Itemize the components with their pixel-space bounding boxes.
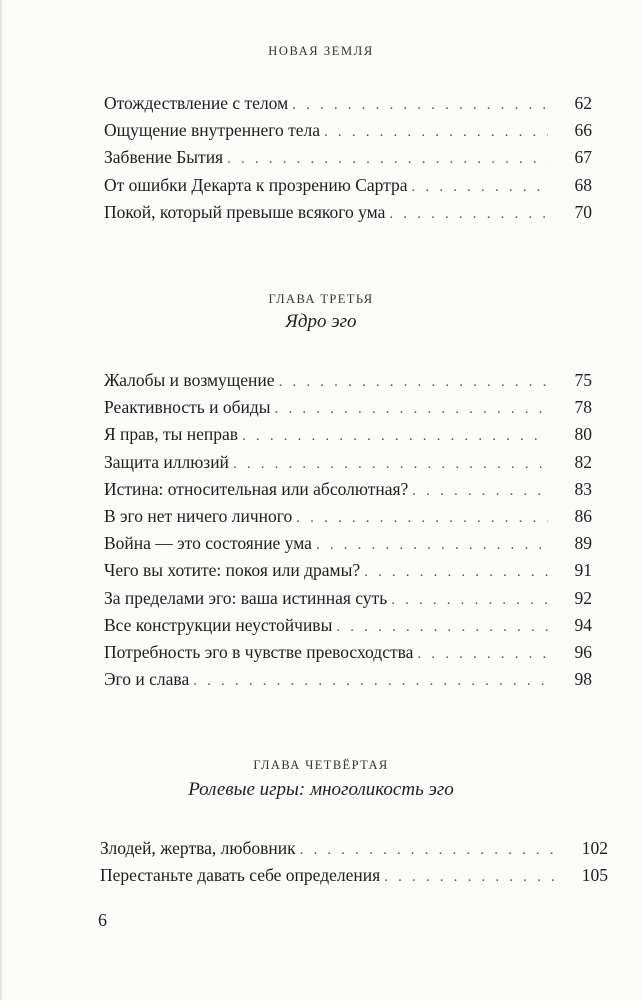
toc-entry[interactable] — [104, 503, 592, 530]
dot-leader — [300, 837, 564, 864]
toc-entry[interactable] — [104, 394, 592, 421]
page-edge-shadow — [0, 0, 3, 1000]
toc-entry-page: 102 — [581, 838, 608, 858]
toc-entry-page: 82 — [574, 451, 592, 472]
dot-leader — [233, 451, 548, 478]
toc-entry-page: 92 — [574, 587, 592, 608]
dot-leader — [275, 396, 548, 423]
dot-leader — [296, 505, 548, 532]
chapter-title: Ролевые игры: многоликость эго — [188, 779, 454, 800]
toc-entry-page: 94 — [574, 614, 592, 635]
toc-entry[interactable] — [104, 585, 592, 612]
dot-leader — [193, 668, 548, 695]
toc-entry-title: Эго и слава — [104, 669, 190, 690]
dot-leader — [316, 532, 548, 559]
toc-entry-title: За пределами эго: ваша истинная суть — [104, 587, 388, 608]
toc-entry-page: 75 — [574, 370, 592, 390]
toc-entry-page: 78 — [574, 397, 592, 418]
toc-entry[interactable] — [104, 557, 592, 584]
page-number: 6 — [98, 910, 107, 930]
toc-entry-page: 66 — [574, 120, 592, 141]
toc-entry-page: 80 — [574, 424, 592, 445]
toc-entry-page: 89 — [574, 533, 592, 554]
toc-entry-title: В эго нет ничего личного — [104, 505, 293, 526]
chapter-title: Ядро эго — [285, 311, 357, 332]
toc-entry-page: 62 — [574, 93, 592, 113]
toc-entry[interactable] — [104, 172, 592, 199]
toc-entry[interactable] — [104, 117, 592, 144]
dot-leader — [336, 614, 548, 641]
toc-entry[interactable] — [104, 639, 592, 666]
dot-leader — [242, 423, 548, 450]
running-head: НОВАЯ ЗЕМЛЯ — [268, 44, 374, 58]
toc-entry-title: Злодей, жертва, любовник — [100, 838, 296, 858]
dot-leader — [384, 864, 564, 891]
toc-entry-title: Забвение Бытия — [104, 147, 224, 168]
toc-entry-page: 83 — [574, 478, 592, 499]
dot-leader — [227, 146, 548, 173]
toc-entry-title: Потребность эго в чувстве превосходства — [104, 641, 414, 662]
dot-leader — [412, 478, 548, 505]
toc-entry[interactable] — [104, 421, 592, 448]
toc-list-top — [104, 90, 592, 226]
toc-entry[interactable] — [104, 449, 592, 476]
dot-leader — [324, 119, 548, 146]
toc-entry-title: Все конструкции неустойчивы — [104, 614, 333, 635]
toc-entry[interactable] — [104, 199, 592, 226]
toc-entry-page: 96 — [574, 641, 592, 662]
dot-leader — [389, 201, 548, 228]
toc-entry[interactable] — [104, 476, 592, 503]
toc-entry-title: Защита иллюзий — [104, 451, 229, 472]
toc-entry-page: 68 — [574, 174, 592, 195]
dot-leader — [391, 587, 548, 614]
toc-entry-title: Истина: относительная или абсолютная? — [104, 478, 409, 499]
toc-entry[interactable] — [100, 835, 608, 862]
toc-entry-title: Я прав, ты неправ — [104, 424, 239, 445]
toc-entry[interactable] — [104, 367, 592, 394]
toc-entry-page: 98 — [574, 669, 592, 690]
toc-entry-page: 67 — [574, 147, 592, 168]
dot-leader — [412, 174, 548, 201]
toc-entry[interactable] — [104, 90, 592, 117]
toc-list-chapter-3 — [104, 367, 592, 693]
dot-leader — [417, 641, 548, 668]
toc-entry-page: 91 — [574, 560, 592, 581]
dot-leader — [279, 369, 548, 396]
toc-entry[interactable] — [104, 530, 592, 557]
chapter-label: ГЛАВА ЧЕТВЁРТАЯ — [253, 758, 389, 772]
toc-entry-title: Чего вы хотите: покоя или драмы? — [104, 560, 361, 581]
toc-entry-title: Война — это состояние ума — [104, 533, 312, 554]
toc-entry[interactable] — [100, 862, 608, 889]
toc-entry-title: Покой, который превыше всякого ума — [104, 201, 386, 222]
toc-entry-title: Перестаньте давать себе определения — [100, 865, 381, 886]
toc-entry-title: Жалобы и возмущение — [104, 370, 275, 390]
chapter-label: ГЛАВА ТРЕТЬЯ — [268, 292, 374, 306]
toc-list-chapter-4 — [100, 835, 608, 889]
toc-entry-title: Реактивность и обиды — [104, 397, 271, 418]
toc-entry-title: Ощущение внутреннего тела — [104, 120, 321, 141]
toc-entry-title: Отождествление с телом — [104, 93, 289, 113]
toc-entry[interactable] — [104, 612, 592, 639]
toc-entry-title: От ошибки Декарта к прозрению Сартра — [104, 174, 408, 195]
toc-entry-page: 70 — [574, 201, 592, 222]
toc-entry[interactable] — [104, 144, 592, 171]
toc-entry-page: 86 — [574, 505, 592, 526]
toc-entry[interactable] — [104, 666, 592, 693]
dot-leader — [364, 559, 548, 586]
dot-leader — [292, 92, 548, 119]
toc-entry-page: 105 — [581, 865, 608, 886]
